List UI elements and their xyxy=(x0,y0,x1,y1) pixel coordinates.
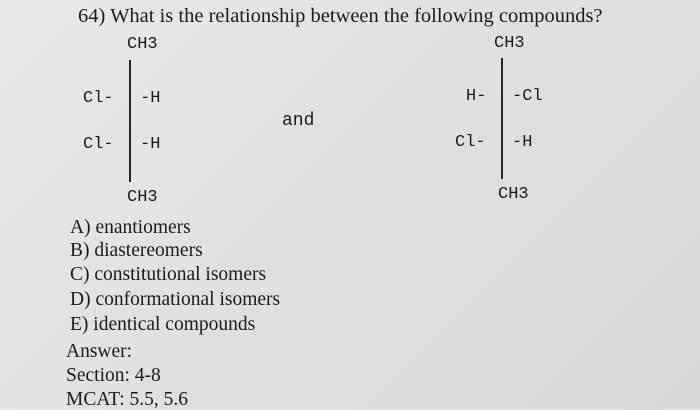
option-e: E) identical compounds xyxy=(70,314,256,335)
right-bottom-group: CH3 xyxy=(498,185,529,204)
mcat-label: MCAT: 5.5, 5.6 xyxy=(66,389,188,410)
left-row1-left: Cl- xyxy=(83,89,114,108)
right-row1-right: -Cl xyxy=(512,87,543,106)
right-row2-left: Cl- xyxy=(455,133,486,152)
and-connector: and xyxy=(282,111,315,131)
left-row2-left: Cl- xyxy=(83,135,114,154)
left-backbone-line xyxy=(129,60,131,182)
left-row2-right: -H xyxy=(140,135,161,154)
question-text: 64) What is the relationship between the following compounds? xyxy=(78,5,603,27)
left-top-group: CH3 xyxy=(127,35,158,54)
right-row2-right: -H xyxy=(512,133,533,152)
option-d: D) conformational isomers xyxy=(70,289,281,310)
right-top-group: CH3 xyxy=(494,34,525,53)
right-row1-left: H- xyxy=(466,87,487,106)
option-c: C) constitutional isomers xyxy=(70,264,267,285)
option-a: A) enantiomers xyxy=(70,217,191,238)
option-b: B) diastereomers xyxy=(70,240,203,261)
right-backbone-line xyxy=(501,58,503,179)
left-row1-right: -H xyxy=(140,89,161,108)
answer-label: Answer: xyxy=(66,341,133,362)
section-label: Section: 4-8 xyxy=(66,365,161,386)
left-bottom-group: CH3 xyxy=(127,188,158,207)
